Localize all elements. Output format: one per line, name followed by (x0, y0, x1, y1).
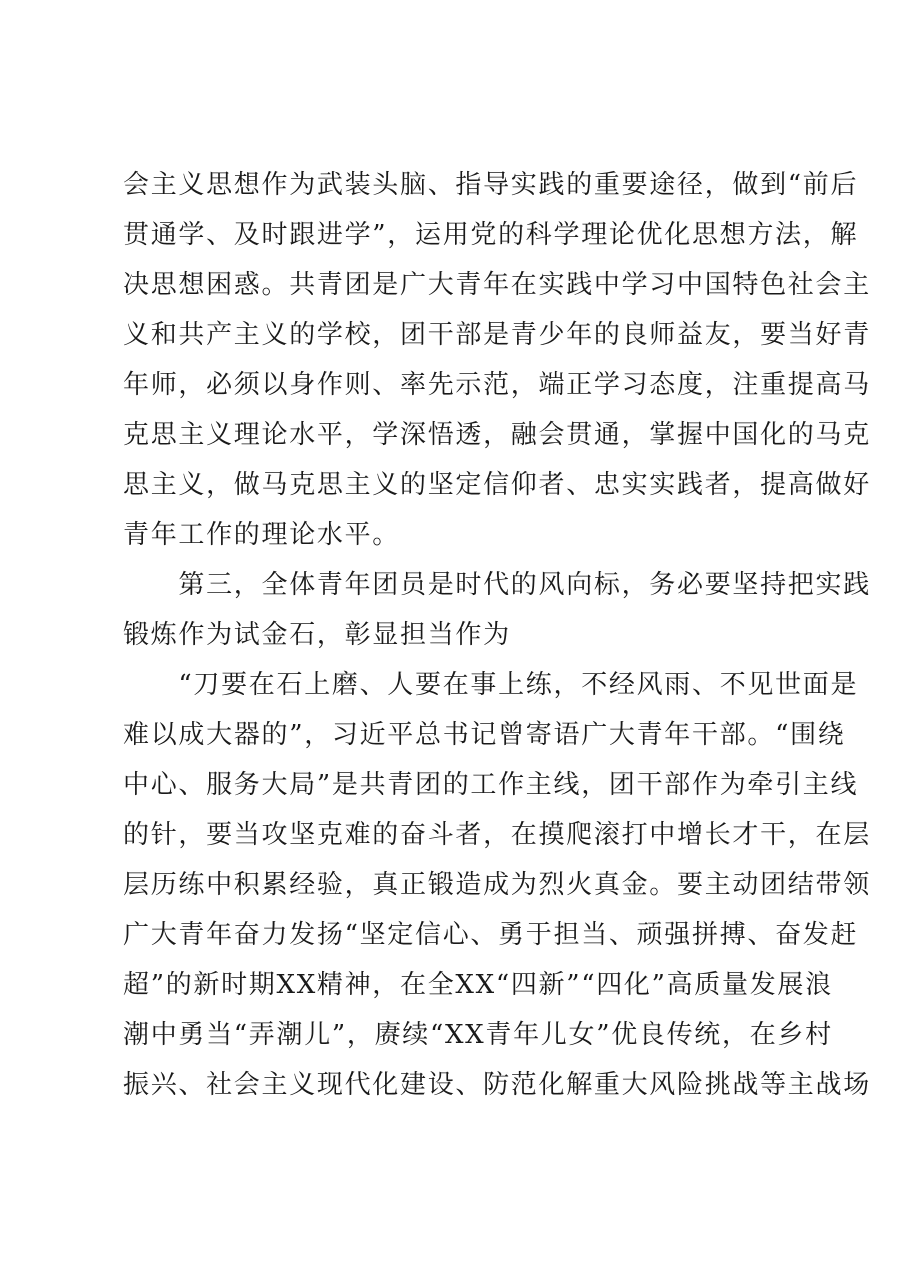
text-line: 义和共产主义的学校，团干部是青少年的良师益友，要当好青 (123, 320, 871, 350)
text-line: 的针，要当攻坚克难的奋斗者，在摸爬滚打中增长才干，在层 (123, 820, 871, 850)
text-line: 锻炼作为试金石，彰显担当作为 (123, 620, 511, 650)
text-line: 中心、服务大局”是共青团的工作主线，团干部作为牵引主线 (123, 770, 859, 800)
text-line: 层历练中积累经验，真正锻造成为烈火真金。要主动团结带领 (123, 870, 871, 900)
text-line: 广大青年奋力发扬“坚定信心、勇于担当、顽强拼搏、奋发赶 (123, 920, 859, 950)
text-line: 克思主义理论水平，学深悟透，融会贯通，掌握中国化的马克 (123, 420, 871, 450)
text-line: 贯通学、及时跟进学”，运用党的科学理论优化思想方法，解 (123, 220, 859, 250)
text-line: 会主义思想作为武装头脑、指导实践的重要途径，做到“前后 (123, 170, 859, 200)
paragraph-2-heading (123, 560, 871, 660)
paragraph-1 (123, 160, 871, 560)
text-line: 思主义，做马克思主义的坚定信仰者、忠实实践者，提高做好 (123, 470, 871, 500)
text-line: 年师，必须以身作则、率先示范，端正学习态度，注重提高马 (123, 370, 871, 400)
text-line: 难以成大器的”，习近平总书记曾寄语广大青年干部。“围绕 (123, 720, 846, 750)
text-line: 潮中勇当“弄潮儿”，赓续“XX青年儿女”优良传统，在乡村 (123, 1020, 833, 1050)
text-line: 决思想困惑。共青团是广大青年在实践中学习中国特色社会主 (123, 270, 871, 300)
text-line: 第三，全体青年团员是时代的风向标，务必要坚持把实践 (123, 570, 871, 600)
text-line: 超”的新时期XX精神，在全XX“四新”“四化”高质量发展浪 (123, 970, 833, 1000)
document-body (123, 160, 871, 1110)
text-line: 青年工作的理论水平。 (123, 520, 401, 550)
text-line: 振兴、社会主义现代化建设、防范化解重大风险挑战等主战场 (123, 1070, 871, 1100)
paragraph-3 (123, 660, 871, 1110)
text-line: “刀要在石上磨、人要在事上练，不经风雨、不见世面是 (123, 670, 859, 700)
